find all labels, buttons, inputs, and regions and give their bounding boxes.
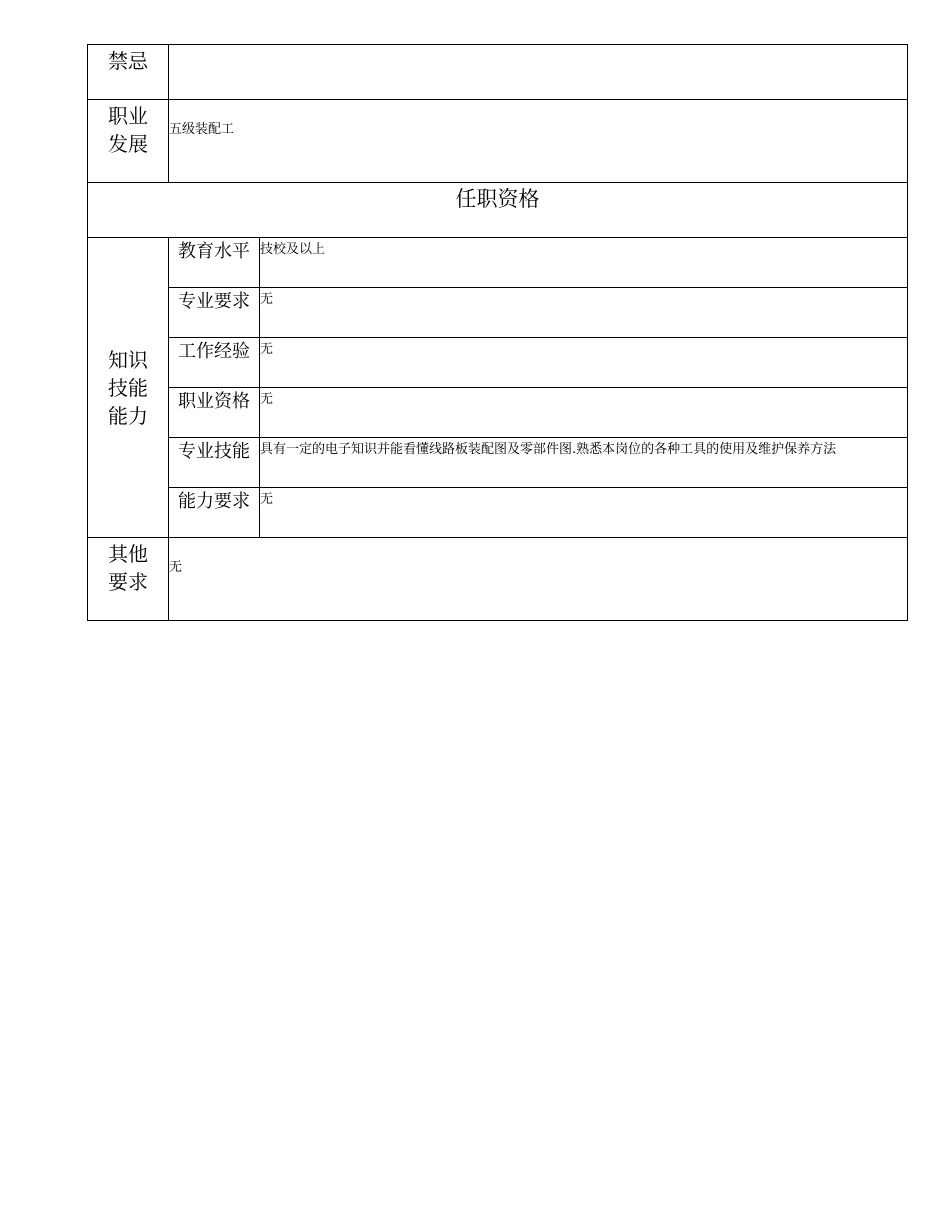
- certification-label: 职业资格: [169, 388, 260, 438]
- professional-skills-label: 专业技能: [169, 438, 260, 488]
- other-value: 无: [169, 538, 908, 621]
- taboo-label-cell: [88, 45, 169, 100]
- certification-value: 无: [260, 388, 908, 438]
- career-row: [88, 100, 908, 183]
- taboo-label: 禁忌: [108, 49, 148, 73]
- table-row: [88, 488, 908, 538]
- table-row: [88, 438, 908, 488]
- other-label-cell: [88, 538, 169, 621]
- ability-label: 能力要求: [169, 488, 260, 538]
- table-row: [88, 338, 908, 388]
- ability-value: 无: [260, 488, 908, 538]
- qualifications-title: 任职资格: [88, 183, 908, 238]
- qualifications-header-row: [88, 183, 908, 238]
- other-label: 其他要求: [108, 542, 148, 594]
- table-row: [88, 388, 908, 438]
- experience-value: 无: [260, 338, 908, 388]
- major-value: 无: [260, 288, 908, 338]
- skills-group-label: 知识技能能力: [108, 347, 148, 428]
- skills-group-label-cell: [88, 238, 169, 538]
- career-label: 职业发展: [108, 104, 148, 156]
- education-value: 技校及以上: [260, 238, 908, 288]
- education-label: 教育水平: [169, 238, 260, 288]
- other-requirements-row: [88, 538, 908, 621]
- career-value: 五级装配工: [169, 100, 908, 183]
- job-requirements-table: [87, 44, 908, 621]
- career-label-cell: [88, 100, 169, 183]
- major-label: 专业要求: [169, 288, 260, 338]
- table-row: [88, 238, 908, 288]
- professional-skills-value: 具有一定的电子知识并能看懂线路板装配图及零部件图.熟悉本岗位的各种工具的使用及维护保养方法: [260, 438, 908, 488]
- experience-label: 工作经验: [169, 338, 260, 388]
- table-row: [88, 288, 908, 338]
- taboo-value: [169, 45, 908, 100]
- taboo-row: [88, 45, 908, 100]
